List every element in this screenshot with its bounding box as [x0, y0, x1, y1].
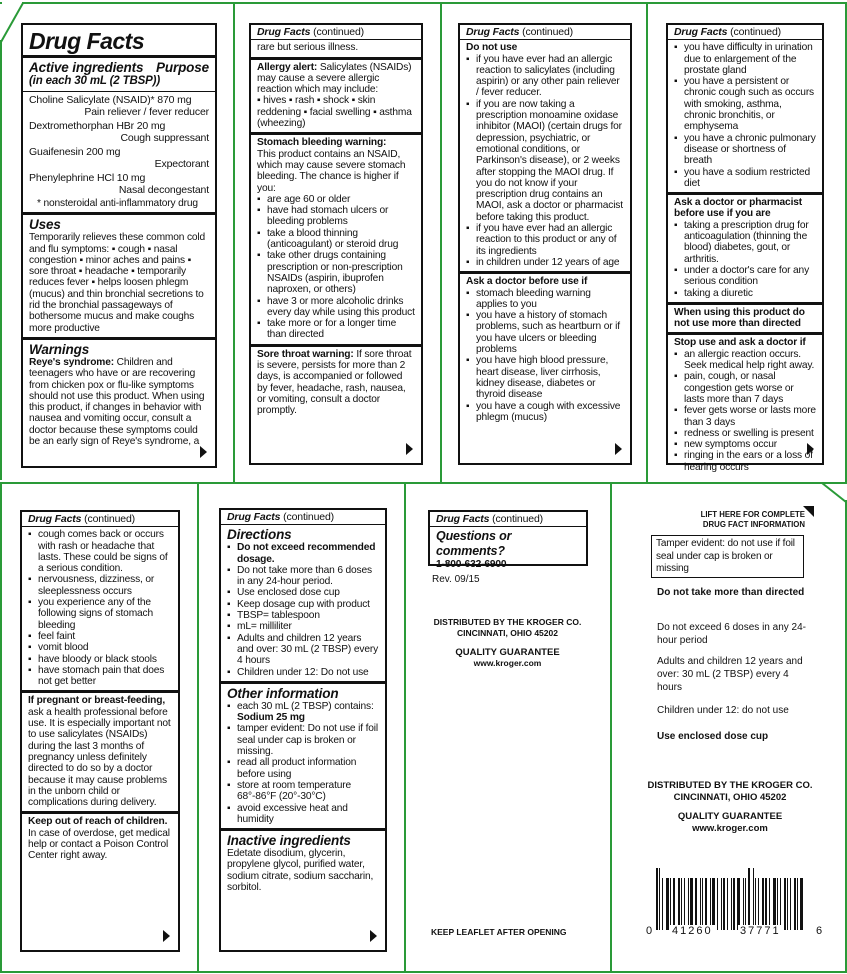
- panel-3: [458, 23, 632, 465]
- fold-line-v3: [646, 2, 648, 482]
- barcode-bar: [753, 868, 754, 930]
- panel-header: Drug Facts (continued): [460, 27, 630, 40]
- list-item: ▪ Adults and children 12 years and over: 30 mL (2 TBSP) every 4 hours: [227, 633, 379, 667]
- list-item: ▪ if you have ever had an allergic reaction to salicylates (including aspirin) or any other pain reliever / fever reducer.: [466, 54, 624, 99]
- list-item: ▪ Keep dosage cup with product: [227, 599, 379, 610]
- list-item: ▪ an allergic reaction occurs. Seek medical help right away.: [674, 349, 816, 372]
- barcode-bar: [769, 878, 770, 930]
- list-item: ▪ Use enclosed dose cup: [227, 587, 379, 598]
- panel-header: Drug Facts (continued): [221, 512, 385, 525]
- lift-corner-arrow-icon: [803, 506, 815, 518]
- revision-date: Rev. 09/15: [432, 574, 480, 585]
- list-item: ▪ taking a prescription drug for anticoagulation (thinning the blood) diabetes, gout, or arthritis.: [674, 220, 816, 265]
- list-item: ▪ new symptoms occur: [674, 439, 816, 450]
- list-item: ▪ taking a diuretic: [674, 288, 816, 299]
- fold-line-v6: [610, 484, 612, 972]
- list-item: ▪ tamper evident: Do not use if foil seal under cap is broken or missing.: [227, 723, 379, 757]
- other-info-list: [227, 701, 379, 825]
- barcode-bar: [656, 868, 658, 930]
- barcode-bar: [731, 878, 732, 930]
- panel-6: [219, 508, 387, 952]
- use-enclosed-cup: Use enclosed dose cup: [657, 731, 769, 742]
- barcode-bar: [748, 868, 750, 930]
- uses-text: Temporarily relieves these common cold and flu symptoms: ▪ cough ▪ nasal congestion ▪ minor aches and pains ▪ sore throat ▪ headache ▪ temporarily reduces fever ▪ helps loosen phlegm (mucus) and thin bronchial secretions to rid the bronchial passageways of bothersome mucus and make coughs more productive: [29, 232, 206, 334]
- fold-line-left-bottom: [0, 484, 2, 972]
- per-dose: (in each 30 mL (2 TBSP)): [29, 75, 161, 87]
- panel-header: Drug Facts (continued): [22, 514, 178, 527]
- ingredient-1: Choline Salicylate (NSAID)* 870 mg Pain reliever / fever reducer: [29, 94, 209, 118]
- distributed-by-2: DISTRIBUTED BY THE KROGER CO. CINCINNATI, OHIO 45202: [647, 780, 813, 803]
- barcode-bar: [678, 878, 680, 930]
- ask-pharmacist-list: [674, 220, 816, 299]
- panel-2: [249, 23, 423, 465]
- allergy-alert: Allergy alert: Salicylates (NSAIDs) may cause a severe allergic reaction which may include:: [257, 61, 412, 96]
- list-item: ▪ take other drugs containing prescription or non-prescription NSAIDs (aspirin, ibuprofen naproxen, or others): [257, 250, 415, 295]
- barcode-bar: [773, 878, 776, 930]
- other-info-heading: Other information: [227, 685, 339, 701]
- continue-arrow-icon: [807, 443, 814, 455]
- adults-dosage: Adults and children 12 years and over: 30 mL (2 TBSP) every 4 hours: [657, 656, 803, 693]
- barcode-bar: [670, 878, 671, 930]
- fold-line-left-top: [0, 40, 2, 480]
- continue-arrow-icon: [615, 443, 622, 455]
- distributed-by: DISTRIBUTED BY THE KROGER CO. CINCINNATI, OHIO 45202: [433, 617, 582, 638]
- stop-use-list-cont: [28, 529, 172, 687]
- uses-heading: Uses: [29, 217, 61, 233]
- intro-text: rare but serious illness.: [257, 42, 359, 54]
- inactive-text: Edetate disodium, glycerin, propylene glycol, purified water, sodium citrate, sodium saccharin, sorbitol.: [227, 848, 374, 894]
- list-item: ▪ you have a persistent or chronic cough such as occurs with smoking, asthma, chronic bronchitis, or emphysema: [674, 76, 816, 132]
- inactive-heading: Inactive ingredients: [227, 833, 351, 849]
- barcode-bar: [695, 878, 697, 930]
- upc-digit-left: 0: [646, 925, 653, 937]
- list-item: ▪ are age 60 or older: [257, 194, 415, 205]
- barcode-bar: [794, 878, 796, 930]
- stomach-text: This product contains an NSAID, which may cause severe stomach bleeding. The chance is higher if you:: [257, 148, 406, 194]
- fold-line-v1: [233, 2, 235, 482]
- barcode-bar: [717, 878, 718, 930]
- when-using-heading: When using this product do not use more than directed: [674, 306, 805, 330]
- panel-1: [21, 23, 217, 468]
- ingredient-4: Phenylephrine HCl 10 mg Nasal decongestant: [29, 172, 209, 196]
- barcode-bar: [666, 878, 669, 930]
- barcode-bar: [659, 868, 660, 930]
- fold-line-v5: [404, 484, 406, 972]
- list-item: ▪ mL= milliliter: [227, 621, 379, 632]
- panel-4: [666, 23, 824, 473]
- list-item: ▪ feel faint: [28, 631, 172, 642]
- purpose-heading: Purpose: [156, 60, 209, 75]
- barcode-bar: [727, 878, 728, 930]
- panel-header: Drug Facts (continued): [251, 27, 421, 40]
- barcode-bar: [721, 878, 722, 930]
- stop-use-heading: Stop use and ask a doctor if: [674, 337, 806, 349]
- keep-leaflet-note: KEEP LEAFLET AFTER OPENING: [431, 927, 567, 937]
- footnote: * nonsteroidal anti-inflammatory drug: [37, 198, 198, 209]
- do-not-use-heading: Do not use: [466, 42, 518, 54]
- continue-arrow-icon: [163, 930, 170, 942]
- barcode-bar: [702, 878, 703, 930]
- list-item: ▪ Do not exceed recommended dosage.: [227, 542, 379, 565]
- barcode-bar: [662, 878, 663, 930]
- tamper-evident-box: Tamper evident: do not use if foil seal under cap is broken or missing: [651, 535, 804, 578]
- list-item: ▪ fever gets worse or lasts more than 3 days: [674, 405, 816, 428]
- upc-digits-2: 37771: [740, 925, 781, 937]
- list-item: ▪ pain, cough, or nasal congestion gets worse or lasts more than 7 days: [674, 371, 816, 405]
- list-item: ▪ read all product information before using: [227, 757, 379, 780]
- warnings-heading: Warnings: [29, 341, 90, 357]
- list-item: ▪ in children under 12 years of age: [466, 257, 624, 268]
- active-ingredients-heading: Active ingredients: [29, 60, 144, 75]
- list-item: ▪ vomit blood: [28, 642, 172, 653]
- list-item: ▪ you have difficulty in urination due to enlargement of the prostate gland: [674, 42, 816, 76]
- ask-doctor-list: [466, 288, 624, 424]
- ingredient-list: [23, 91, 215, 209]
- stop-use-list: [674, 349, 816, 473]
- barcode-bar: [780, 878, 781, 930]
- drug-facts-title: Drug Facts: [29, 28, 145, 54]
- list-item: ▪ if you are now taking a prescription monoamine oxidase inhibitor (MAOI) (certain drugs for depression, psychiatric, or emotional conditions, or Parkinson's disease), or 2 weeks after stopping the MAOI drug. If you do not know if your prescription drug contains an MAOI, ask a doctor or pharmacist before taking this product.: [466, 99, 624, 223]
- quality-guarantee-2: QUALITY GUARANTEE www.kroger.com: [677, 811, 783, 834]
- list-item: ▪ stomach bleeding warning applies to you: [466, 288, 624, 311]
- stomach-list: [257, 194, 415, 341]
- ingredient-3: Guaifenesin 200 mg Expectorant: [29, 146, 209, 170]
- barcode-bar: [684, 878, 685, 930]
- list-item: ▪ avoid excessive heat and humidity: [227, 803, 379, 826]
- barcode-bar: [790, 878, 791, 930]
- do-not-take-more: Do not take more than directed: [657, 587, 805, 598]
- barcode-bar: [777, 878, 778, 930]
- panel-7: [428, 510, 588, 571]
- list-item: ▪ have had stomach ulcers or bleeding problems: [257, 205, 415, 228]
- barcode-bar: [690, 878, 693, 930]
- barcode-bar: [700, 878, 701, 930]
- list-item: ▪ take a blood thinning (anticoagulant) or steroid drug: [257, 228, 415, 251]
- barcode-bar: [723, 878, 725, 930]
- barcode-bar: [745, 878, 746, 930]
- list-item: ▪ each 30 mL (2 TBSP) contains: Sodium 25 mg: [227, 701, 379, 724]
- reye-warning: Reye's syndrome: Children and teenagers who have or are recovering from chicken pox or flu-like symptoms should not use this product. When using this product, if changes in behavior with nausea and vomiting occur, consult a doctor because these symptoms could be an early sign of Reye's syndrome, a: [29, 356, 205, 448]
- barcode-bar: [800, 878, 803, 930]
- list-item: ▪ cough comes back or occurs with rash or headache that lasts. These could be signs of a serious condition.: [28, 529, 172, 574]
- panel-header: Drug Facts (continued): [430, 514, 586, 527]
- barcode-bar: [758, 878, 759, 930]
- pregnancy-warning: If pregnant or breast-feeding, ask a health professional before use. It is especially important not to use salicylates (NSAIDs) during the last 3 months of pregnancy unless definitely directed to do so by a doctor because it may cause problems in the unborn child or complications during delivery.: [28, 695, 171, 809]
- list-item: ▪ redness or swelling is present: [674, 428, 816, 439]
- list-item: ▪ you have a history of stomach problems, such as heartburn or if you have ulcers or bleeding problems: [466, 310, 624, 355]
- list-item: ▪ you experience any of the following signs of stomach bleeding: [28, 597, 172, 631]
- list-item: ▪ if you have ever had an allergic reaction to this product or any of its ingredients: [466, 223, 624, 257]
- continue-arrow-icon: [370, 930, 377, 942]
- barcode-bar: [755, 878, 756, 930]
- fold-line-top: [22, 2, 845, 4]
- barcode-bar: [705, 878, 707, 930]
- list-item: ▪ you have high blood pressure, heart disease, liver cirrhosis, kidney disease, diabetes or thyroid disease: [466, 355, 624, 400]
- fold-line-v4: [197, 484, 199, 972]
- questions-heading: Questions or comments?: [436, 529, 512, 559]
- panel-header: Drug Facts (continued): [668, 27, 822, 40]
- fold-corner-icon-2: [820, 482, 847, 504]
- do-not-use-list: [466, 54, 624, 269]
- list-item: ▪ nervousness, dizziness, or sleeplessness occurs: [28, 574, 172, 597]
- sore-throat-warning: Sore throat warning: If sore throat is severe, persists for more than 2 days, is accompanied or followed by fever, headache, rash, nausea, or vomiting, consult a doctor promptly.: [257, 348, 412, 417]
- list-item: ▪ you have a cough with excessive phlegm (mucus): [466, 401, 624, 424]
- list-item: ▪ you have a chronic pulmonary disease or shortness of breath: [674, 133, 816, 167]
- list-item: ▪ have stomach pain that does not get better: [28, 665, 172, 688]
- list-item: ▪ store at room temperature 68°-86°F (20°-30°C): [227, 780, 379, 803]
- keep-out-of-reach: Keep out of reach of children. In case of overdose, get medical help or contact a Poison Control Center right away.: [28, 816, 170, 862]
- barcode-bar: [681, 878, 682, 930]
- children-note: Children under 12: do not use: [657, 705, 789, 716]
- phone-number: 1-800-632-6900: [436, 559, 507, 571]
- stomach-heading: Stomach bleeding warning:: [257, 137, 387, 149]
- fold-line-v2: [440, 2, 442, 482]
- ask-doctor-list-cont: [674, 42, 816, 189]
- list-item: ▪ take more or for a longer time than directed: [257, 318, 415, 341]
- upc-barcode: [656, 868, 806, 930]
- panel-5: [20, 510, 180, 952]
- continue-arrow-icon: [200, 446, 207, 458]
- barcode-bar: [733, 878, 735, 930]
- list-item: ▪ under a doctor's care for any serious condition: [674, 265, 816, 288]
- barcode-bar: [743, 878, 744, 930]
- barcode-bar: [737, 878, 740, 930]
- list-item: ▪ ringing in the ears or a loss of hearing occurs: [674, 450, 816, 473]
- barcode-bar: [784, 878, 786, 930]
- directions-heading: Directions: [227, 527, 292, 543]
- ask-doctor-heading: Ask a doctor before use if: [466, 276, 588, 288]
- list-item: ▪ Children under 12: Do not use: [227, 667, 379, 678]
- barcode-bar: [765, 878, 767, 930]
- barcode-bar: [688, 878, 689, 930]
- ask-pharmacist-heading: Ask a doctor or pharmacist before use if you are: [674, 197, 803, 220]
- fold-line-bottom: [0, 971, 847, 973]
- barcode-bar: [710, 878, 711, 930]
- fold-line-middle: [0, 482, 847, 484]
- directions-list: [227, 542, 379, 678]
- list-item: ▪ Do not take more than 6 doses in any 24-hour period.: [227, 565, 379, 588]
- barcode-bar: [673, 878, 675, 930]
- barcode-bar: [712, 878, 715, 930]
- allergy-items: ▪ hives ▪ rash ▪ shock ▪ skin reddening ▪ facial swelling ▪ asthma (wheezing): [257, 95, 412, 130]
- barcode-bar: [787, 878, 788, 930]
- continue-arrow-icon: [406, 443, 413, 455]
- upc-digits-1: 41260: [672, 925, 713, 937]
- list-item: ▪ have bloody or black stools: [28, 654, 172, 665]
- barcode-bar: [797, 878, 798, 930]
- list-item: ▪ TBSP= tablespoon: [227, 610, 379, 621]
- quality-guarantee: QUALITY GUARANTEE www.kroger.com: [455, 647, 560, 668]
- do-not-exceed: Do not exceed 6 doses in any 24-hour period: [657, 622, 806, 646]
- barcode-bar: [762, 878, 764, 930]
- list-item: ▪ have 3 or more alcoholic drinks every day while using this product: [257, 296, 415, 319]
- upc-digit-right: 6: [816, 925, 823, 937]
- ingredient-2: Dextromethorphan HBr 20 mg Cough suppressant: [29, 120, 209, 144]
- lift-here-label[interactable]: LIFT HERE FOR COMPLETE DRUG FACT INFORMATION: [700, 510, 805, 529]
- list-item: ▪ you have a sodium restricted diet: [674, 167, 816, 190]
